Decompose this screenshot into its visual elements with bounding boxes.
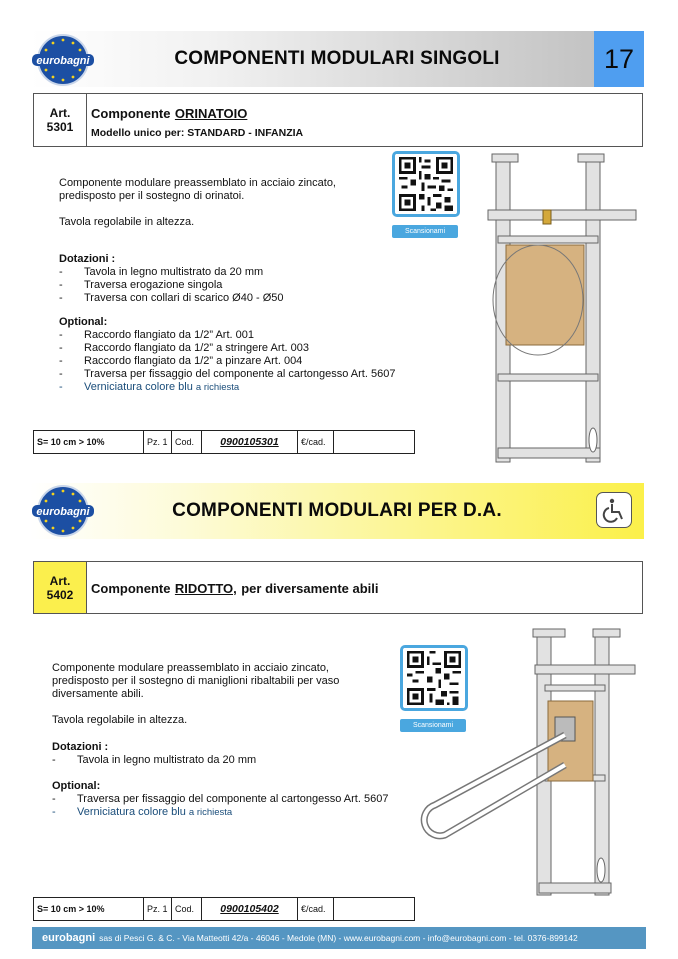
price-cell [334, 431, 414, 453]
article-code [34, 94, 87, 146]
cod-label-cell: Cod. [172, 898, 202, 920]
adjustable-note: Tavola regolabile in altezza. [52, 714, 188, 726]
list-item: - Tavola in legno multistrato da 20 mm [59, 266, 264, 278]
article-name [91, 105, 247, 123]
article-code [34, 562, 87, 613]
article-name-prefix: Componente [91, 581, 171, 596]
pz-cell: Pz. 1 [144, 431, 172, 453]
code-table-5301 [33, 430, 415, 454]
logo-text: eurobagni [36, 55, 90, 67]
article-name-suffix: per diversamente abili [241, 581, 379, 596]
paint-option: - Verniciatura colore blu a richiesta [59, 381, 240, 393]
section-title: COMPONENTI MODULARI SINGOLI [174, 48, 500, 69]
description-line: predisposto per il sostegno di orinatoi. [59, 190, 245, 202]
section-header-da [30, 483, 644, 539]
eurobagni-logo [32, 484, 94, 538]
footer-contact: sas di Pesci G. & C. - Via Matteotti 42/a - 46046 - Medole (MN) - www.eurobagni.com - info@eurobagni.com - tel. 0376-899142 [99, 933, 578, 943]
list-item: - Traversa con collari di scarico Ø40 - Ø50 [59, 292, 284, 304]
list-item: - Raccordo flangiato da 1/2” a stringere Art. 003 [59, 342, 310, 354]
size-cell: S= 10 cm > 10% [34, 431, 144, 453]
eurobagni-logo [32, 33, 94, 87]
price-cell [334, 898, 414, 920]
paint-option: - Verniciatura colore blu a richiesta [52, 806, 233, 818]
article-header-5402 [33, 561, 643, 614]
article-description-5301 [59, 177, 419, 394]
section-header-singoli [30, 31, 644, 87]
article-label: Art. [49, 106, 71, 120]
article-name-underlined: ORINATOIO [174, 106, 248, 121]
article-name-prefix: Componente [91, 106, 171, 121]
optional-title: Optional: [59, 316, 108, 328]
scan-button[interactable]: Scansionami [400, 719, 466, 732]
list-item: - Tavola in legno multistrato da 20 mm [52, 754, 257, 766]
description-line: Componente modulare preassemblato in acciaio zincato, [59, 177, 336, 189]
product-code-cell: 0900105402 [202, 898, 298, 920]
optional-title: Optional: [52, 780, 101, 792]
scan-button[interactable]: Scansionami [392, 225, 458, 238]
list-item: - Traversa per fissaggio del componente al cartongesso Art. 5607 [52, 793, 389, 805]
list-item: - Raccordo flangiato da 1/2” a pinzare Art. 004 [59, 355, 303, 367]
product-code-cell: 0900105301 [202, 431, 298, 453]
dotazioni-title: Dotazioni : [52, 741, 109, 753]
footer-bar [32, 927, 646, 949]
qr-code-icon [395, 154, 457, 214]
pz-cell: Pz. 1 [144, 898, 172, 920]
size-cell: S= 10 cm > 10% [34, 898, 144, 920]
wheelchair-icon [596, 492, 632, 528]
article-subtitle: Modello unico per: STANDARD - INFANZIA [91, 127, 304, 139]
da-frame-drawing [405, 625, 643, 900]
article-name [91, 580, 379, 598]
unit-cell: €/cad. [298, 431, 334, 453]
article-header-5301 [33, 93, 643, 147]
qr-code[interactable] [392, 151, 460, 217]
article-number: 5301 [46, 120, 74, 134]
list-item: - Raccordo flangiato da 1/2” Art. 001 [59, 329, 254, 341]
code-table-5402 [33, 897, 415, 921]
urinal-frame-drawing [478, 150, 638, 472]
adjustable-note: Tavola regolabile in altezza. [59, 216, 195, 228]
description-line: predisposto per il sostegno di maniglioni ribaltabili per vaso [52, 675, 340, 687]
description-line: Componente modulare preassemblato in acciaio zincato, [52, 662, 329, 674]
list-item: - Traversa erogazione singola [59, 279, 223, 291]
description-line: diversamente abili. [52, 688, 144, 700]
cod-label-cell: Cod. [172, 431, 202, 453]
article-label: Art. [49, 573, 71, 588]
page-number: 17 [594, 31, 644, 87]
logo-text: eurobagni [36, 506, 90, 518]
footer-brand: eurobagni [42, 932, 96, 944]
list-item: - Traversa per fissaggio del componente al cartongesso Art. 5607 [59, 368, 396, 380]
article-description-5402 [52, 662, 412, 819]
section-title: COMPONENTI MODULARI PER D.A. [172, 500, 502, 521]
article-number: 5402 [46, 587, 74, 602]
unit-cell: €/cad. [298, 898, 334, 920]
dotazioni-title: Dotazioni : [59, 253, 116, 265]
article-name-underlined: RIDOTTO, [174, 581, 237, 596]
